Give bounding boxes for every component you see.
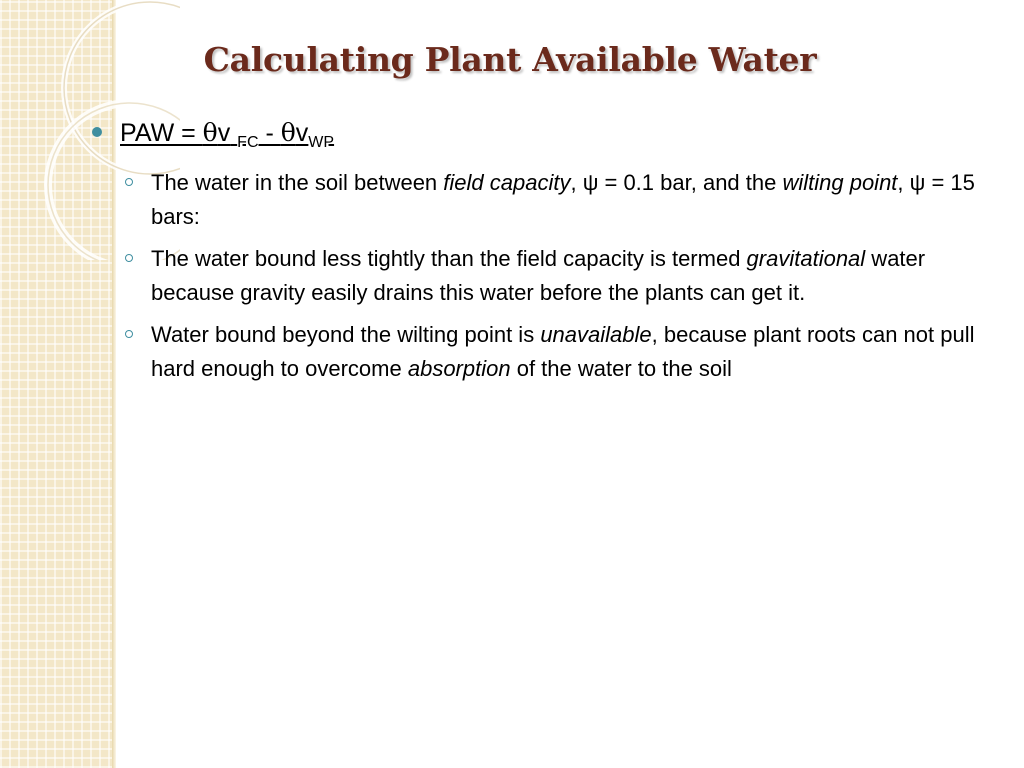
text-segment: , ψ = 0.1 bar, and the [570, 170, 783, 195]
text-segment: , because plant roots can not pull hard enough to overcome [151, 322, 975, 381]
hollow-bullet-icon [125, 178, 133, 186]
text-segment: The water bound less tightly than the field capacity is termed [151, 246, 747, 271]
emphasis-gravitational: gravitational [746, 246, 866, 271]
sub-bullet-gravitational [122, 242, 982, 310]
formula-wp-subscript: WP [308, 134, 335, 151]
text-segment: of the water to the soil [510, 356, 732, 381]
emphasis-field-capacity: field capacity [443, 170, 571, 195]
hollow-bullet-icon [125, 254, 133, 262]
text-segment: water because gravity easily drains this water before the plants can get it. [151, 246, 926, 305]
text-segment: The water in the soil between [151, 170, 444, 195]
formula-theta-1: θ [202, 118, 218, 147]
bullet-dot-icon [92, 127, 102, 137]
formula-fc-subscript: FC [237, 134, 259, 151]
sub-bullet-unavailable [122, 318, 982, 386]
formula-v-2: v [295, 119, 309, 147]
text-segment: , ψ = 15 bars: [151, 170, 975, 229]
hollow-bullet-icon [125, 330, 133, 338]
formula-paw: PAW = [120, 119, 203, 147]
emphasis-absorption: absorption [407, 356, 511, 381]
paw-formula [120, 118, 334, 152]
formula-minus: - [258, 119, 281, 147]
main-bullet [92, 118, 334, 152]
emphasis-wilting-point: wilting point [782, 170, 898, 195]
sub-bullet-list [122, 166, 982, 394]
formula-v-1: v [217, 119, 231, 147]
formula-theta-2: θ [280, 118, 296, 147]
slide-title: Calculating Plant Available Water [203, 40, 817, 79]
sub-bullet-field-capacity [122, 166, 982, 234]
emphasis-unavailable: unavailable [540, 322, 652, 347]
text-segment: Water bound beyond the wilting point is [151, 322, 541, 347]
